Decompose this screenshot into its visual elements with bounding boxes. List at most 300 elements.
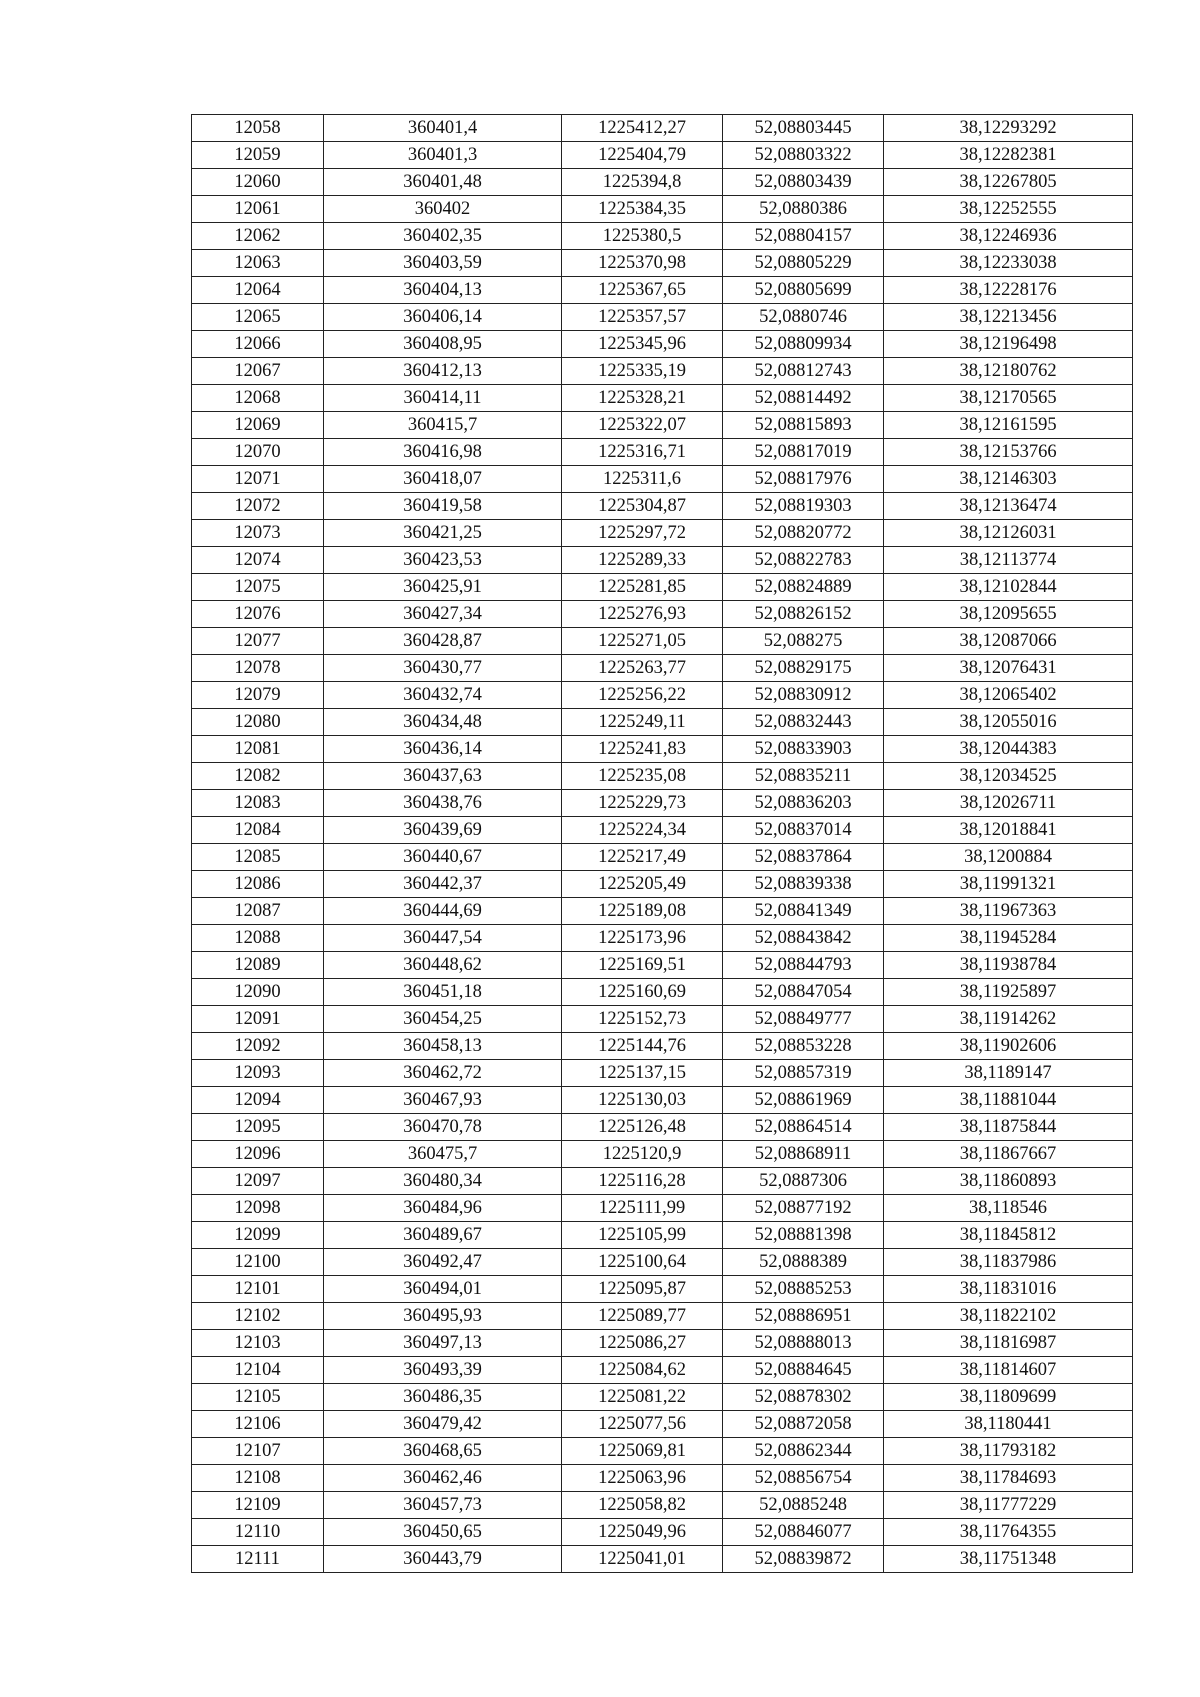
longitude-cell: 38,11837986 bbox=[884, 1249, 1133, 1276]
point-number-cell: 12061 bbox=[192, 196, 324, 223]
point-number-cell: 12084 bbox=[192, 817, 324, 844]
longitude-cell: 38,11764355 bbox=[884, 1519, 1133, 1546]
point-number-cell: 12098 bbox=[192, 1195, 324, 1222]
x-coordinate-cell: 360401,3 bbox=[324, 142, 562, 169]
latitude-cell: 52,08881398 bbox=[723, 1222, 884, 1249]
point-number-cell: 12100 bbox=[192, 1249, 324, 1276]
longitude-cell: 38,11822102 bbox=[884, 1303, 1133, 1330]
x-coordinate-cell: 360432,74 bbox=[324, 682, 562, 709]
y-coordinate-cell: 1225297,72 bbox=[562, 520, 723, 547]
y-coordinate-cell: 1225049,96 bbox=[562, 1519, 723, 1546]
y-coordinate-cell: 1225256,22 bbox=[562, 682, 723, 709]
longitude-cell: 38,12282381 bbox=[884, 142, 1133, 169]
y-coordinate-cell: 1225120,9 bbox=[562, 1141, 723, 1168]
latitude-cell: 52,08843842 bbox=[723, 925, 884, 952]
x-coordinate-cell: 360467,93 bbox=[324, 1087, 562, 1114]
point-number-cell: 12082 bbox=[192, 763, 324, 790]
y-coordinate-cell: 1225069,81 bbox=[562, 1438, 723, 1465]
table-row bbox=[192, 1519, 1133, 1546]
y-coordinate-cell: 1225095,87 bbox=[562, 1276, 723, 1303]
longitude-cell: 38,12044383 bbox=[884, 736, 1133, 763]
x-coordinate-cell: 360492,47 bbox=[324, 1249, 562, 1276]
point-number-cell: 12076 bbox=[192, 601, 324, 628]
latitude-cell: 52,08819303 bbox=[723, 493, 884, 520]
point-number-cell: 12063 bbox=[192, 250, 324, 277]
y-coordinate-cell: 1225100,64 bbox=[562, 1249, 723, 1276]
table-row bbox=[192, 331, 1133, 358]
latitude-cell: 52,08815893 bbox=[723, 412, 884, 439]
latitude-cell: 52,08878302 bbox=[723, 1384, 884, 1411]
point-number-cell: 12065 bbox=[192, 304, 324, 331]
longitude-cell: 38,12213456 bbox=[884, 304, 1133, 331]
y-coordinate-cell: 1225335,19 bbox=[562, 358, 723, 385]
x-coordinate-cell: 360406,14 bbox=[324, 304, 562, 331]
longitude-cell: 38,12170565 bbox=[884, 385, 1133, 412]
latitude-cell: 52,0888389 bbox=[723, 1249, 884, 1276]
latitude-cell: 52,08820772 bbox=[723, 520, 884, 547]
latitude-cell: 52,08809934 bbox=[723, 331, 884, 358]
longitude-cell: 38,11816987 bbox=[884, 1330, 1133, 1357]
table-row bbox=[192, 1546, 1133, 1573]
point-number-cell: 12079 bbox=[192, 682, 324, 709]
x-coordinate-cell: 360415,7 bbox=[324, 412, 562, 439]
x-coordinate-cell: 360421,25 bbox=[324, 520, 562, 547]
table-row bbox=[192, 817, 1133, 844]
y-coordinate-cell: 1225241,83 bbox=[562, 736, 723, 763]
point-number-cell: 12070 bbox=[192, 439, 324, 466]
y-coordinate-cell: 1225276,93 bbox=[562, 601, 723, 628]
y-coordinate-cell: 1225205,49 bbox=[562, 871, 723, 898]
latitude-cell: 52,08824889 bbox=[723, 574, 884, 601]
longitude-cell: 38,12252555 bbox=[884, 196, 1133, 223]
y-coordinate-cell: 1225380,5 bbox=[562, 223, 723, 250]
longitude-cell: 38,12102844 bbox=[884, 574, 1133, 601]
table-row bbox=[192, 844, 1133, 871]
x-coordinate-cell: 360484,96 bbox=[324, 1195, 562, 1222]
table-row bbox=[192, 1060, 1133, 1087]
x-coordinate-cell: 360430,77 bbox=[324, 655, 562, 682]
y-coordinate-cell: 1225224,34 bbox=[562, 817, 723, 844]
y-coordinate-cell: 1225412,27 bbox=[562, 115, 723, 142]
latitude-cell: 52,08857319 bbox=[723, 1060, 884, 1087]
point-number-cell: 12109 bbox=[192, 1492, 324, 1519]
point-number-cell: 12095 bbox=[192, 1114, 324, 1141]
latitude-cell: 52,08839872 bbox=[723, 1546, 884, 1573]
point-number-cell: 12089 bbox=[192, 952, 324, 979]
y-coordinate-cell: 1225367,65 bbox=[562, 277, 723, 304]
longitude-cell: 38,1200884 bbox=[884, 844, 1133, 871]
table-row bbox=[192, 763, 1133, 790]
point-number-cell: 12101 bbox=[192, 1276, 324, 1303]
table-row bbox=[192, 196, 1133, 223]
latitude-cell: 52,08803322 bbox=[723, 142, 884, 169]
point-number-cell: 12093 bbox=[192, 1060, 324, 1087]
y-coordinate-cell: 1225235,08 bbox=[562, 763, 723, 790]
latitude-cell: 52,08837014 bbox=[723, 817, 884, 844]
longitude-cell: 38,11991321 bbox=[884, 871, 1133, 898]
latitude-cell: 52,08864514 bbox=[723, 1114, 884, 1141]
x-coordinate-cell: 360404,13 bbox=[324, 277, 562, 304]
table-row bbox=[192, 1087, 1133, 1114]
latitude-cell: 52,08833903 bbox=[723, 736, 884, 763]
latitude-cell: 52,0885248 bbox=[723, 1492, 884, 1519]
point-number-cell: 12099 bbox=[192, 1222, 324, 1249]
table-row bbox=[192, 1276, 1133, 1303]
table-row bbox=[192, 277, 1133, 304]
y-coordinate-cell: 1225304,87 bbox=[562, 493, 723, 520]
latitude-cell: 52,08853228 bbox=[723, 1033, 884, 1060]
longitude-cell: 38,12246936 bbox=[884, 223, 1133, 250]
y-coordinate-cell: 1225105,99 bbox=[562, 1222, 723, 1249]
point-number-cell: 12111 bbox=[192, 1546, 324, 1573]
latitude-cell: 52,0880386 bbox=[723, 196, 884, 223]
point-number-cell: 12060 bbox=[192, 169, 324, 196]
point-number-cell: 12059 bbox=[192, 142, 324, 169]
x-coordinate-cell: 360494,01 bbox=[324, 1276, 562, 1303]
y-coordinate-cell: 1225126,48 bbox=[562, 1114, 723, 1141]
longitude-cell: 38,12233038 bbox=[884, 250, 1133, 277]
point-number-cell: 12077 bbox=[192, 628, 324, 655]
x-coordinate-cell: 360448,62 bbox=[324, 952, 562, 979]
table-row bbox=[192, 1168, 1133, 1195]
table-row bbox=[192, 1438, 1133, 1465]
point-number-cell: 12097 bbox=[192, 1168, 324, 1195]
table-row bbox=[192, 682, 1133, 709]
latitude-cell: 52,08885253 bbox=[723, 1276, 884, 1303]
longitude-cell: 38,12026711 bbox=[884, 790, 1133, 817]
x-coordinate-cell: 360403,59 bbox=[324, 250, 562, 277]
point-number-cell: 12067 bbox=[192, 358, 324, 385]
x-coordinate-cell: 360408,95 bbox=[324, 331, 562, 358]
point-number-cell: 12064 bbox=[192, 277, 324, 304]
table-row bbox=[192, 169, 1133, 196]
table-row bbox=[192, 574, 1133, 601]
longitude-cell: 38,12126031 bbox=[884, 520, 1133, 547]
x-coordinate-cell: 360486,35 bbox=[324, 1384, 562, 1411]
table-row bbox=[192, 1384, 1133, 1411]
table-row bbox=[192, 412, 1133, 439]
point-number-cell: 12083 bbox=[192, 790, 324, 817]
latitude-cell: 52,08888013 bbox=[723, 1330, 884, 1357]
longitude-cell: 38,11784693 bbox=[884, 1465, 1133, 1492]
latitude-cell: 52,08877192 bbox=[723, 1195, 884, 1222]
y-coordinate-cell: 1225160,69 bbox=[562, 979, 723, 1006]
longitude-cell: 38,11875844 bbox=[884, 1114, 1133, 1141]
coordinate-table bbox=[191, 114, 1133, 1573]
x-coordinate-cell: 360447,54 bbox=[324, 925, 562, 952]
y-coordinate-cell: 1225394,8 bbox=[562, 169, 723, 196]
table-row bbox=[192, 1033, 1133, 1060]
y-coordinate-cell: 1225271,05 bbox=[562, 628, 723, 655]
longitude-cell: 38,11902606 bbox=[884, 1033, 1133, 1060]
longitude-cell: 38,12018841 bbox=[884, 817, 1133, 844]
point-number-cell: 12080 bbox=[192, 709, 324, 736]
table-row bbox=[192, 925, 1133, 952]
table-row bbox=[192, 1303, 1133, 1330]
point-number-cell: 12086 bbox=[192, 871, 324, 898]
y-coordinate-cell: 1225116,28 bbox=[562, 1168, 723, 1195]
latitude-cell: 52,08861969 bbox=[723, 1087, 884, 1114]
x-coordinate-cell: 360427,34 bbox=[324, 601, 562, 628]
y-coordinate-cell: 1225289,33 bbox=[562, 547, 723, 574]
point-number-cell: 12072 bbox=[192, 493, 324, 520]
point-number-cell: 12110 bbox=[192, 1519, 324, 1546]
latitude-cell: 52,08856754 bbox=[723, 1465, 884, 1492]
latitude-cell: 52,08844793 bbox=[723, 952, 884, 979]
x-coordinate-cell: 360418,07 bbox=[324, 466, 562, 493]
point-number-cell: 12108 bbox=[192, 1465, 324, 1492]
longitude-cell: 38,1180441 bbox=[884, 1411, 1133, 1438]
point-number-cell: 12094 bbox=[192, 1087, 324, 1114]
longitude-cell: 38,12153766 bbox=[884, 439, 1133, 466]
point-number-cell: 12066 bbox=[192, 331, 324, 358]
x-coordinate-cell: 360451,18 bbox=[324, 979, 562, 1006]
table-row bbox=[192, 790, 1133, 817]
point-number-cell: 12096 bbox=[192, 1141, 324, 1168]
x-coordinate-cell: 360428,87 bbox=[324, 628, 562, 655]
latitude-cell: 52,08849777 bbox=[723, 1006, 884, 1033]
table-row bbox=[192, 1357, 1133, 1384]
x-coordinate-cell: 360479,42 bbox=[324, 1411, 562, 1438]
y-coordinate-cell: 1225111,99 bbox=[562, 1195, 723, 1222]
x-coordinate-cell: 360401,4 bbox=[324, 115, 562, 142]
y-coordinate-cell: 1225081,22 bbox=[562, 1384, 723, 1411]
y-coordinate-cell: 1225322,07 bbox=[562, 412, 723, 439]
table-row bbox=[192, 709, 1133, 736]
longitude-cell: 38,12228176 bbox=[884, 277, 1133, 304]
point-number-cell: 12107 bbox=[192, 1438, 324, 1465]
y-coordinate-cell: 1225217,49 bbox=[562, 844, 723, 871]
y-coordinate-cell: 1225144,76 bbox=[562, 1033, 723, 1060]
latitude-cell: 52,08847054 bbox=[723, 979, 884, 1006]
x-coordinate-cell: 360414,11 bbox=[324, 385, 562, 412]
latitude-cell: 52,08837864 bbox=[723, 844, 884, 871]
table-row bbox=[192, 520, 1133, 547]
point-number-cell: 12073 bbox=[192, 520, 324, 547]
longitude-cell: 38,12267805 bbox=[884, 169, 1133, 196]
x-coordinate-cell: 360425,91 bbox=[324, 574, 562, 601]
table-row bbox=[192, 1411, 1133, 1438]
latitude-cell: 52,08868911 bbox=[723, 1141, 884, 1168]
point-number-cell: 12081 bbox=[192, 736, 324, 763]
y-coordinate-cell: 1225173,96 bbox=[562, 925, 723, 952]
latitude-cell: 52,08829175 bbox=[723, 655, 884, 682]
longitude-cell: 38,11945284 bbox=[884, 925, 1133, 952]
point-number-cell: 12071 bbox=[192, 466, 324, 493]
y-coordinate-cell: 1225169,51 bbox=[562, 952, 723, 979]
longitude-cell: 38,11925897 bbox=[884, 979, 1133, 1006]
x-coordinate-cell: 360434,48 bbox=[324, 709, 562, 736]
latitude-cell: 52,08803439 bbox=[723, 169, 884, 196]
x-coordinate-cell: 360497,13 bbox=[324, 1330, 562, 1357]
y-coordinate-cell: 1225357,57 bbox=[562, 304, 723, 331]
y-coordinate-cell: 1225328,21 bbox=[562, 385, 723, 412]
x-coordinate-cell: 360401,48 bbox=[324, 169, 562, 196]
latitude-cell: 52,0887306 bbox=[723, 1168, 884, 1195]
latitude-cell: 52,08817019 bbox=[723, 439, 884, 466]
latitude-cell: 52,08846077 bbox=[723, 1519, 884, 1546]
latitude-cell: 52,08839338 bbox=[723, 871, 884, 898]
table-row bbox=[192, 898, 1133, 925]
longitude-cell: 38,11967363 bbox=[884, 898, 1133, 925]
point-number-cell: 12106 bbox=[192, 1411, 324, 1438]
x-coordinate-cell: 360493,39 bbox=[324, 1357, 562, 1384]
table-row bbox=[192, 142, 1133, 169]
x-coordinate-cell: 360423,53 bbox=[324, 547, 562, 574]
point-number-cell: 12062 bbox=[192, 223, 324, 250]
latitude-cell: 52,08886951 bbox=[723, 1303, 884, 1330]
longitude-cell: 38,11867667 bbox=[884, 1141, 1133, 1168]
y-coordinate-cell: 1225063,96 bbox=[562, 1465, 723, 1492]
y-coordinate-cell: 1225281,85 bbox=[562, 574, 723, 601]
longitude-cell: 38,12161595 bbox=[884, 412, 1133, 439]
longitude-cell: 38,11938784 bbox=[884, 952, 1133, 979]
y-coordinate-cell: 1225137,15 bbox=[562, 1060, 723, 1087]
longitude-cell: 38,12146303 bbox=[884, 466, 1133, 493]
coordinate-table-body bbox=[192, 115, 1133, 1573]
latitude-cell: 52,08805699 bbox=[723, 277, 884, 304]
table-row bbox=[192, 1330, 1133, 1357]
latitude-cell: 52,08805229 bbox=[723, 250, 884, 277]
point-number-cell: 12075 bbox=[192, 574, 324, 601]
longitude-cell: 38,1189147 bbox=[884, 1060, 1133, 1087]
x-coordinate-cell: 360436,14 bbox=[324, 736, 562, 763]
table-row bbox=[192, 1114, 1133, 1141]
latitude-cell: 52,08832443 bbox=[723, 709, 884, 736]
table-row bbox=[192, 385, 1133, 412]
latitude-cell: 52,08835211 bbox=[723, 763, 884, 790]
point-number-cell: 12104 bbox=[192, 1357, 324, 1384]
y-coordinate-cell: 1225152,73 bbox=[562, 1006, 723, 1033]
point-number-cell: 12102 bbox=[192, 1303, 324, 1330]
point-number-cell: 12069 bbox=[192, 412, 324, 439]
point-number-cell: 12091 bbox=[192, 1006, 324, 1033]
x-coordinate-cell: 360437,63 bbox=[324, 763, 562, 790]
table-row bbox=[192, 250, 1133, 277]
y-coordinate-cell: 1225130,03 bbox=[562, 1087, 723, 1114]
latitude-cell: 52,08803445 bbox=[723, 115, 884, 142]
latitude-cell: 52,08841349 bbox=[723, 898, 884, 925]
x-coordinate-cell: 360468,65 bbox=[324, 1438, 562, 1465]
table-row bbox=[192, 979, 1133, 1006]
latitude-cell: 52,08862344 bbox=[723, 1438, 884, 1465]
longitude-cell: 38,12180762 bbox=[884, 358, 1133, 385]
point-number-cell: 12103 bbox=[192, 1330, 324, 1357]
y-coordinate-cell: 1225189,08 bbox=[562, 898, 723, 925]
table-row bbox=[192, 1141, 1133, 1168]
x-coordinate-cell: 360462,72 bbox=[324, 1060, 562, 1087]
x-coordinate-cell: 360489,67 bbox=[324, 1222, 562, 1249]
y-coordinate-cell: 1225249,11 bbox=[562, 709, 723, 736]
x-coordinate-cell: 360444,69 bbox=[324, 898, 562, 925]
longitude-cell: 38,12136474 bbox=[884, 493, 1133, 520]
table-row bbox=[192, 601, 1133, 628]
latitude-cell: 52,08836203 bbox=[723, 790, 884, 817]
latitude-cell: 52,08830912 bbox=[723, 682, 884, 709]
longitude-cell: 38,12095655 bbox=[884, 601, 1133, 628]
x-coordinate-cell: 360439,69 bbox=[324, 817, 562, 844]
x-coordinate-cell: 360475,7 bbox=[324, 1141, 562, 1168]
x-coordinate-cell: 360412,13 bbox=[324, 358, 562, 385]
table-row bbox=[192, 655, 1133, 682]
y-coordinate-cell: 1225084,62 bbox=[562, 1357, 723, 1384]
latitude-cell: 52,08872058 bbox=[723, 1411, 884, 1438]
longitude-cell: 38,11914262 bbox=[884, 1006, 1133, 1033]
y-coordinate-cell: 1225058,82 bbox=[562, 1492, 723, 1519]
point-number-cell: 12088 bbox=[192, 925, 324, 952]
point-number-cell: 12074 bbox=[192, 547, 324, 574]
x-coordinate-cell: 360443,79 bbox=[324, 1546, 562, 1573]
longitude-cell: 38,12034525 bbox=[884, 763, 1133, 790]
longitude-cell: 38,11777229 bbox=[884, 1492, 1133, 1519]
latitude-cell: 52,08822783 bbox=[723, 547, 884, 574]
latitude-cell: 52,08804157 bbox=[723, 223, 884, 250]
y-coordinate-cell: 1225345,96 bbox=[562, 331, 723, 358]
x-coordinate-cell: 360462,46 bbox=[324, 1465, 562, 1492]
x-coordinate-cell: 360402 bbox=[324, 196, 562, 223]
x-coordinate-cell: 360480,34 bbox=[324, 1168, 562, 1195]
x-coordinate-cell: 360419,58 bbox=[324, 493, 562, 520]
table-row bbox=[192, 493, 1133, 520]
point-number-cell: 12105 bbox=[192, 1384, 324, 1411]
table-row bbox=[192, 1006, 1133, 1033]
longitude-cell: 38,12087066 bbox=[884, 628, 1133, 655]
y-coordinate-cell: 1225229,73 bbox=[562, 790, 723, 817]
longitude-cell: 38,12065402 bbox=[884, 682, 1133, 709]
point-number-cell: 12068 bbox=[192, 385, 324, 412]
longitude-cell: 38,12293292 bbox=[884, 115, 1133, 142]
latitude-cell: 52,088275 bbox=[723, 628, 884, 655]
latitude-cell: 52,08812743 bbox=[723, 358, 884, 385]
table-row bbox=[192, 115, 1133, 142]
x-coordinate-cell: 360495,93 bbox=[324, 1303, 562, 1330]
longitude-cell: 38,118546 bbox=[884, 1195, 1133, 1222]
longitude-cell: 38,11814607 bbox=[884, 1357, 1133, 1384]
latitude-cell: 52,0880746 bbox=[723, 304, 884, 331]
table-row bbox=[192, 1249, 1133, 1276]
x-coordinate-cell: 360440,67 bbox=[324, 844, 562, 871]
y-coordinate-cell: 1225384,35 bbox=[562, 196, 723, 223]
x-coordinate-cell: 360457,73 bbox=[324, 1492, 562, 1519]
longitude-cell: 38,11881044 bbox=[884, 1087, 1133, 1114]
x-coordinate-cell: 360442,37 bbox=[324, 871, 562, 898]
table-row bbox=[192, 223, 1133, 250]
longitude-cell: 38,11831016 bbox=[884, 1276, 1133, 1303]
longitude-cell: 38,12055016 bbox=[884, 709, 1133, 736]
x-coordinate-cell: 360402,35 bbox=[324, 223, 562, 250]
x-coordinate-cell: 360416,98 bbox=[324, 439, 562, 466]
x-coordinate-cell: 360458,13 bbox=[324, 1033, 562, 1060]
table-row bbox=[192, 439, 1133, 466]
point-number-cell: 12090 bbox=[192, 979, 324, 1006]
x-coordinate-cell: 360454,25 bbox=[324, 1006, 562, 1033]
table-row bbox=[192, 1465, 1133, 1492]
longitude-cell: 38,11751348 bbox=[884, 1546, 1133, 1573]
table-row bbox=[192, 736, 1133, 763]
y-coordinate-cell: 1225370,98 bbox=[562, 250, 723, 277]
y-coordinate-cell: 1225089,77 bbox=[562, 1303, 723, 1330]
table-row bbox=[192, 1195, 1133, 1222]
table-row bbox=[192, 952, 1133, 979]
x-coordinate-cell: 360470,78 bbox=[324, 1114, 562, 1141]
table-row bbox=[192, 547, 1133, 574]
table-row bbox=[192, 304, 1133, 331]
longitude-cell: 38,11793182 bbox=[884, 1438, 1133, 1465]
table-row bbox=[192, 466, 1133, 493]
latitude-cell: 52,08817976 bbox=[723, 466, 884, 493]
y-coordinate-cell: 1225263,77 bbox=[562, 655, 723, 682]
table-row bbox=[192, 358, 1133, 385]
